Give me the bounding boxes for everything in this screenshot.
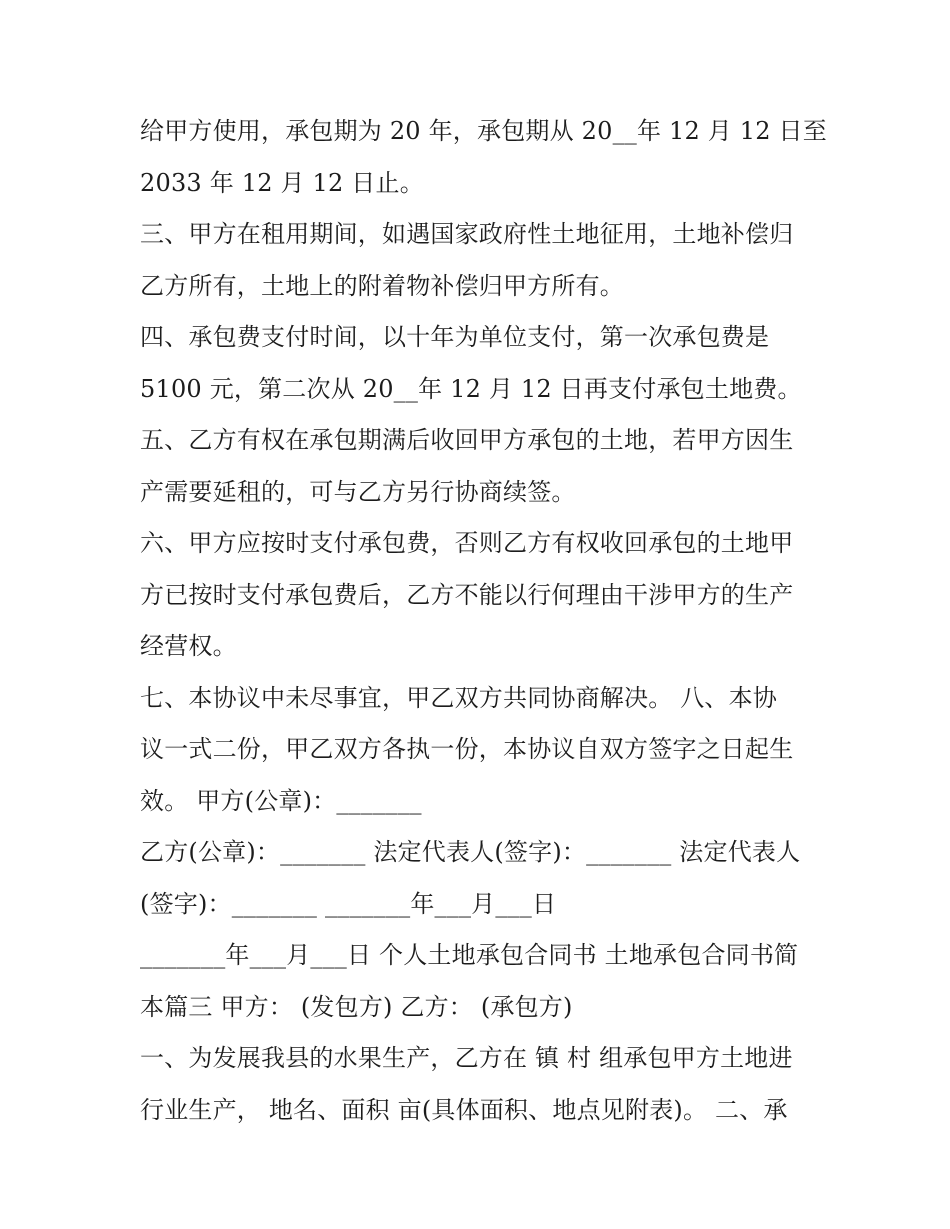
text-line: 方已按时支付承包费后，乙方不能以行何理由干涉甲方的生产 bbox=[140, 580, 794, 609]
text-line: 乙方(公章)：_______ 法定代表人(签字)：_______ 法定代表人 bbox=[140, 838, 801, 866]
document-body bbox=[140, 106, 827, 1136]
text-line: 经营权。 bbox=[140, 632, 237, 660]
text-line: 5100 元，第二次从 20__年 12 月 12 日再支付承包土地费。 bbox=[140, 374, 802, 403]
text-line: 行业生产， 地名、面积 亩(具体面积、地点见附表)。 二、承 bbox=[140, 1095, 788, 1124]
text-line: 一、为发展我县的水果生产，乙方在 镇 村 组承包甲方土地进 bbox=[140, 1044, 793, 1072]
text-line: 三、甲方在租用期间，如遇国家政府性土地征用，土地补偿归 bbox=[140, 220, 794, 248]
text-line: 七、本协议中未尽事宜，甲乙双方共同协商解决。 八、本协 bbox=[140, 683, 778, 712]
text-line: 2033 年 12 月 12 日止。 bbox=[140, 168, 424, 197]
text-line: 本篇三 甲方： (发包方) 乙方： (承包方) bbox=[140, 992, 573, 1021]
text-line: 议一式二份，甲乙双方各执一份，本协议自双方签字之日起生 bbox=[140, 735, 794, 763]
text-line: 六、甲方应按时支付承包费，否则乙方有权收回承包的土地甲 bbox=[140, 529, 794, 557]
text-line: 四、承包费支付时间，以十年为单位支付，第一次承包费是 bbox=[140, 323, 770, 351]
text-line: 乙方所有，土地上的附着物补偿归甲方所有。 bbox=[140, 271, 624, 300]
text-line: 给甲方使用，承包期为 20 年，承包期从 20__年 12 月 12 日至 bbox=[140, 117, 827, 145]
text-line: 效。 甲方(公章)：_______ bbox=[140, 786, 422, 815]
text-line: (签字)：_______ _______年___月___日 bbox=[140, 889, 557, 918]
text-line: _______年___月___日 个人土地承包合同书 土地承包合同书简 bbox=[140, 941, 799, 969]
text-line: 产需要延租的，可与乙方另行协商续签。 bbox=[140, 477, 576, 506]
text-line: 五、乙方有权在承包期满后收回甲方承包的土地，若甲方因生 bbox=[140, 426, 794, 454]
